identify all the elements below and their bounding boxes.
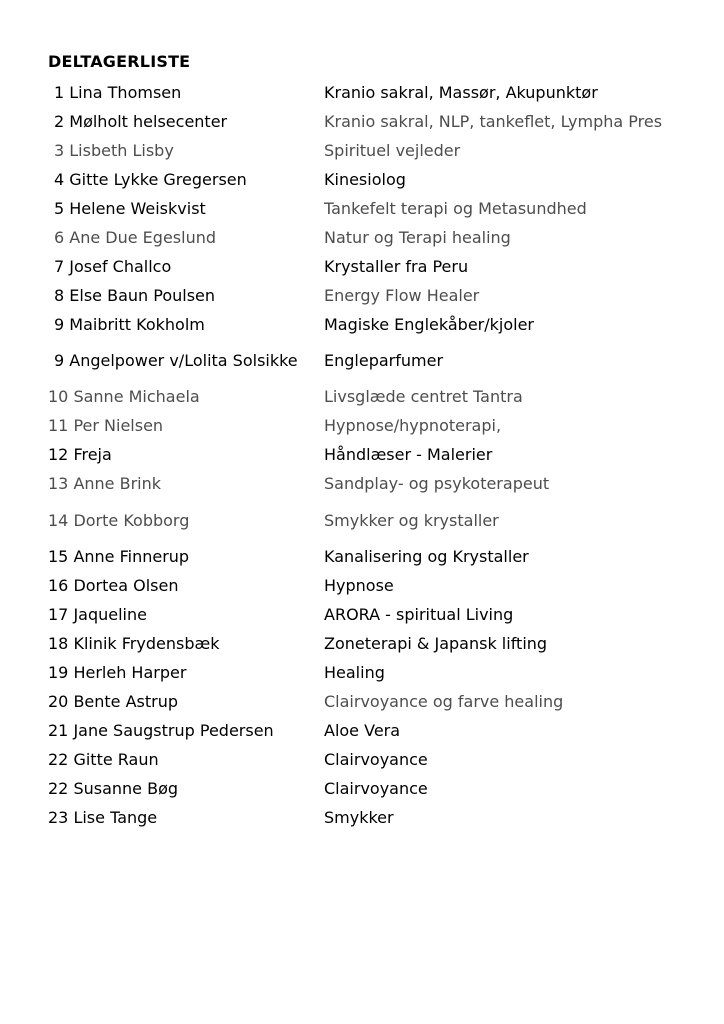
participant-description: Tankefelt terapi og Metasundhed	[324, 199, 587, 218]
participant-name: 22 Susanne Bøg	[48, 779, 179, 798]
list-item	[0, 227, 724, 249]
participant-name: 22 Gitte Raun	[48, 750, 159, 769]
list-item	[0, 444, 724, 466]
list-item	[0, 473, 724, 495]
participant-name: 9 Maibritt Kokholm	[54, 315, 205, 334]
participant-name: 23 Lise Tange	[48, 808, 158, 827]
list-item	[0, 510, 724, 532]
participant-description: Smykker	[324, 808, 394, 827]
participant-description: Healing	[324, 663, 385, 682]
participant-name: 15 Anne Finnerup	[48, 547, 190, 566]
participant-name: 7 Josef Challco	[54, 257, 172, 276]
participant-description: Kranio sakral, Massør, Akupunktør	[324, 83, 598, 102]
participant-description: Livsglæde centret Tantra	[324, 387, 523, 406]
participant-description: Aloe Vera	[324, 721, 401, 740]
list-item	[0, 415, 724, 437]
participant-description: Clairvoyance	[324, 779, 428, 798]
list-item	[0, 633, 724, 655]
participant-name: 13 Anne Brink	[48, 474, 162, 493]
list-item	[0, 662, 724, 684]
participant-name: 5 Helene Weiskvist	[54, 199, 206, 218]
page-title: DELTAGERLISTE	[48, 52, 191, 71]
list-item	[0, 575, 724, 597]
participant-description: Engleparfumer	[324, 351, 444, 370]
list-item	[0, 285, 724, 307]
participant-name: 6 Ane Due Egeslund	[54, 228, 216, 247]
participant-name: 10 Sanne Michaela	[48, 387, 200, 406]
participant-name: 17 Jaqueline	[48, 605, 147, 624]
participant-name: 3 Lisbeth Lisby	[54, 141, 174, 160]
participant-description: Magiske Englekåber/kjoler	[324, 315, 534, 334]
participant-description: Hypnose	[324, 576, 394, 595]
participant-description: Zoneterapi & Japansk lifting	[324, 634, 548, 653]
participant-description: Krystaller fra Peru	[324, 257, 469, 276]
participant-name: 11 Per Nielsen	[48, 416, 164, 435]
list-item	[0, 778, 724, 800]
participant-description: Kranio sakral, NLP, tankeflet, Lympha Pres	[324, 112, 663, 131]
participant-name: 2 Mølholt helsecenter	[54, 112, 228, 131]
list-item	[0, 256, 724, 278]
participant-description: ARORA - spiritual Living	[324, 605, 514, 624]
participant-name: 14 Dorte Kobborg	[48, 511, 190, 530]
participant-name: 21 Jane Saugstrup Pedersen	[48, 721, 274, 740]
list-item	[0, 140, 724, 162]
participant-name: 16 Dortea Olsen	[48, 576, 179, 595]
participant-name: 20 Bente Astrup	[48, 692, 179, 711]
participant-description: Håndlæser - Malerier	[324, 445, 493, 464]
participant-name: 18 Klinik Frydensbæk	[48, 634, 220, 653]
participant-name: 1 Lina Thomsen	[54, 83, 182, 102]
list-item	[0, 720, 724, 742]
list-item	[0, 169, 724, 191]
list-item	[0, 111, 724, 133]
list-item	[0, 604, 724, 626]
list-item	[0, 350, 724, 372]
list-item	[0, 82, 724, 104]
participant-description: Smykker og krystaller	[324, 511, 499, 530]
participant-name: 4 Gitte Lykke Gregersen	[54, 170, 247, 189]
participant-description: Clairvoyance og farve healing	[324, 692, 564, 711]
participant-name: 9 Angelpower v/Lolita Solsikke	[54, 351, 298, 370]
participant-name: 8 Else Baun Poulsen	[54, 286, 216, 305]
list-item	[0, 198, 724, 220]
participant-name: 12 Freja	[48, 445, 112, 464]
participant-description: Spirituel vejleder	[324, 141, 461, 160]
participant-name: 19 Herleh Harper	[48, 663, 187, 682]
participant-description: Natur og Terapi healing	[324, 228, 511, 247]
list-item	[0, 691, 724, 713]
list-item	[0, 546, 724, 568]
list-item	[0, 749, 724, 771]
participant-description: Kinesiolog	[324, 170, 406, 189]
list-item	[0, 386, 724, 408]
participant-description: Energy Flow Healer	[324, 286, 480, 305]
participant-description: Hypnose/hypnoterapi,	[324, 416, 502, 435]
participant-description: Kanalisering og Krystaller	[324, 547, 529, 566]
list-item	[0, 807, 724, 829]
participant-description: Clairvoyance	[324, 750, 428, 769]
list-item	[0, 314, 724, 336]
participant-description: Sandplay- og psykoterapeut	[324, 474, 550, 493]
